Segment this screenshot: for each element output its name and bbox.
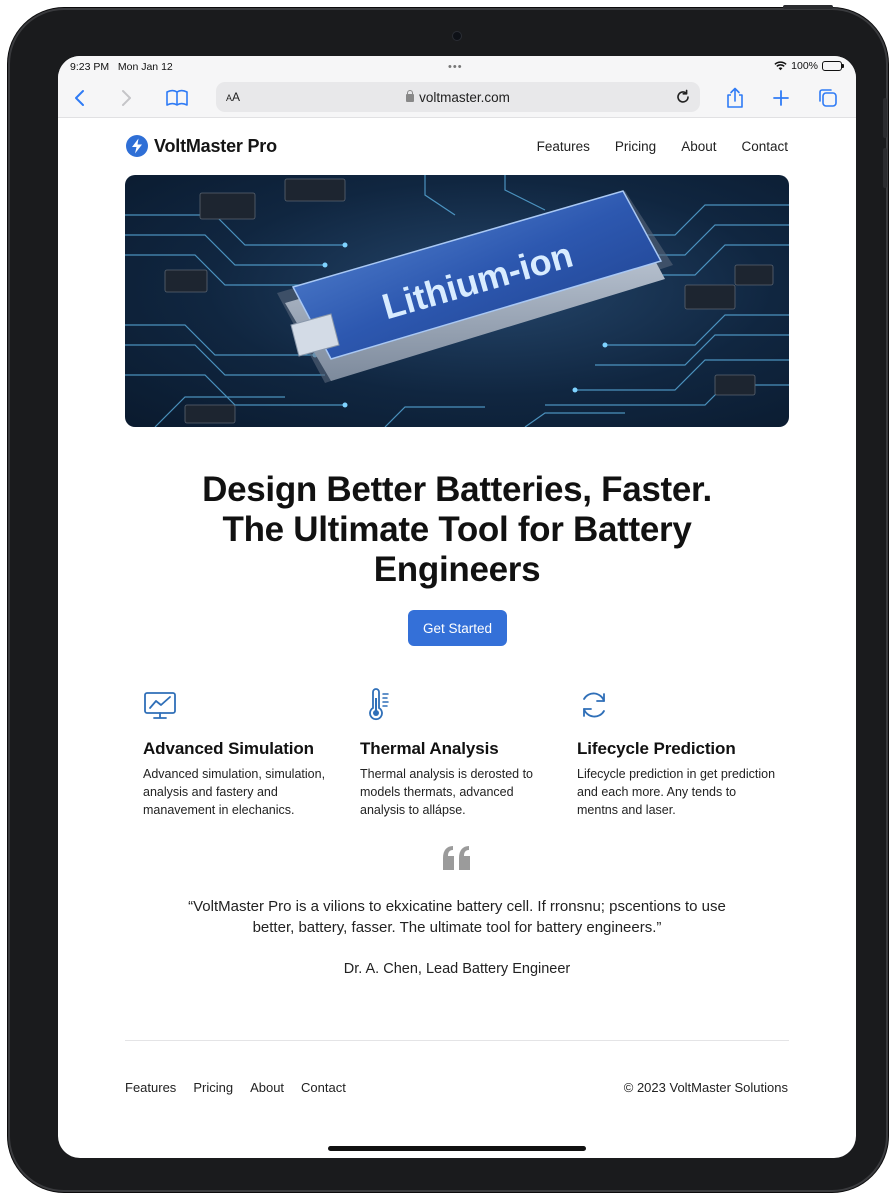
nav-pricing[interactable]: Pricing bbox=[614, 139, 657, 154]
hero-image bbox=[125, 175, 789, 427]
feature-title: Advanced Simulation bbox=[143, 739, 314, 758]
copyright-text: © 2023 VoltMaster Solutions bbox=[623, 1080, 788, 1095]
tabs-icon[interactable] bbox=[816, 86, 840, 110]
footer-divider bbox=[125, 1040, 789, 1041]
thermometer-icon bbox=[360, 688, 394, 722]
chart-monitor-icon bbox=[143, 688, 177, 722]
screen bbox=[58, 56, 856, 1158]
footer-link-features[interactable]: Features bbox=[125, 1080, 177, 1095]
brand-name: VoltMaster Pro bbox=[154, 135, 277, 156]
address-bar[interactable] bbox=[216, 82, 700, 112]
forward-icon[interactable] bbox=[114, 86, 138, 110]
page-headline bbox=[118, 470, 796, 590]
web-page bbox=[58, 118, 856, 1158]
ipad-device-frame bbox=[8, 8, 888, 1192]
status-time: 9:23 PM Mon Jan 12 bbox=[70, 61, 173, 73]
status-bar bbox=[58, 56, 856, 78]
feature-text: Thermal analysis is derosted to models thermats, advanced analysis to allápse. bbox=[360, 767, 533, 817]
lock-icon bbox=[406, 94, 414, 102]
browser-toolbar bbox=[58, 78, 856, 118]
feature-title: Lifecycle Prediction bbox=[577, 739, 736, 758]
lightning-logo-icon bbox=[126, 135, 148, 157]
headline-line-3: Engineers bbox=[373, 550, 541, 589]
nav-about[interactable]: About bbox=[681, 139, 717, 154]
headline-line-2: The Ultimate Tool for Battery bbox=[222, 510, 692, 549]
feature-text: Lifecycle prediction in get prediction and each more. Any tends to mentns and laser. bbox=[577, 767, 776, 817]
share-icon[interactable] bbox=[723, 86, 747, 110]
home-indicator[interactable] bbox=[328, 1146, 586, 1151]
status-right bbox=[774, 60, 842, 72]
url-display[interactable]: voltmaster.com bbox=[216, 90, 700, 105]
headline-line-1: Design Better Batteries, Faster. bbox=[202, 470, 712, 509]
testimonial-quote: “VoltMaster Pro is a vilions to ekxicatine battery cell. If rronsnu; pscentions to use better, battery, fasser. The ultimate tool for battery engineers.” bbox=[188, 898, 726, 936]
reload-icon[interactable] bbox=[674, 88, 692, 106]
back-icon[interactable] bbox=[68, 86, 92, 110]
feature-title: Thermal Analysis bbox=[360, 739, 499, 758]
wifi-icon bbox=[774, 61, 787, 71]
hero-image-text: Lithium-ion bbox=[377, 233, 578, 328]
power-button bbox=[783, 5, 833, 9]
multitask-dots[interactable]: ••• bbox=[448, 61, 463, 73]
cycle-arrows-icon bbox=[577, 688, 611, 722]
testimonial-author: Dr. A. Chen, Lead Battery Engineer bbox=[343, 961, 571, 977]
bookmarks-icon[interactable] bbox=[164, 86, 190, 110]
volume-down-button bbox=[883, 148, 887, 188]
brand[interactable] bbox=[126, 135, 277, 157]
feature-lifecycle-prediction bbox=[577, 688, 777, 819]
battery-icon bbox=[822, 61, 842, 71]
top-nav bbox=[537, 139, 788, 154]
footer-link-about[interactable]: About bbox=[250, 1080, 285, 1095]
battery-circuit-illustration bbox=[125, 175, 789, 427]
nav-contact[interactable]: Contact bbox=[741, 139, 788, 154]
footer-link-pricing[interactable]: Pricing bbox=[193, 1080, 234, 1095]
get-started-button[interactable]: Get Started bbox=[408, 610, 507, 646]
feature-thermal-analysis bbox=[360, 688, 560, 819]
footer-link-contact[interactable]: Contact bbox=[301, 1080, 346, 1095]
nav-features[interactable]: Features bbox=[536, 139, 590, 154]
front-camera bbox=[453, 32, 461, 40]
battery-percent: 100% bbox=[791, 60, 818, 72]
volume-up-button bbox=[883, 98, 887, 138]
feature-text: Advanced simulation, simulation, analysis and fastery and manavement in elechanics. bbox=[143, 767, 326, 817]
footer-nav bbox=[125, 1080, 346, 1095]
text-size-button[interactable]: AA bbox=[226, 90, 241, 104]
quote-icon bbox=[441, 844, 473, 874]
feature-advanced-simulation bbox=[143, 688, 343, 819]
new-tab-icon[interactable] bbox=[769, 86, 793, 110]
